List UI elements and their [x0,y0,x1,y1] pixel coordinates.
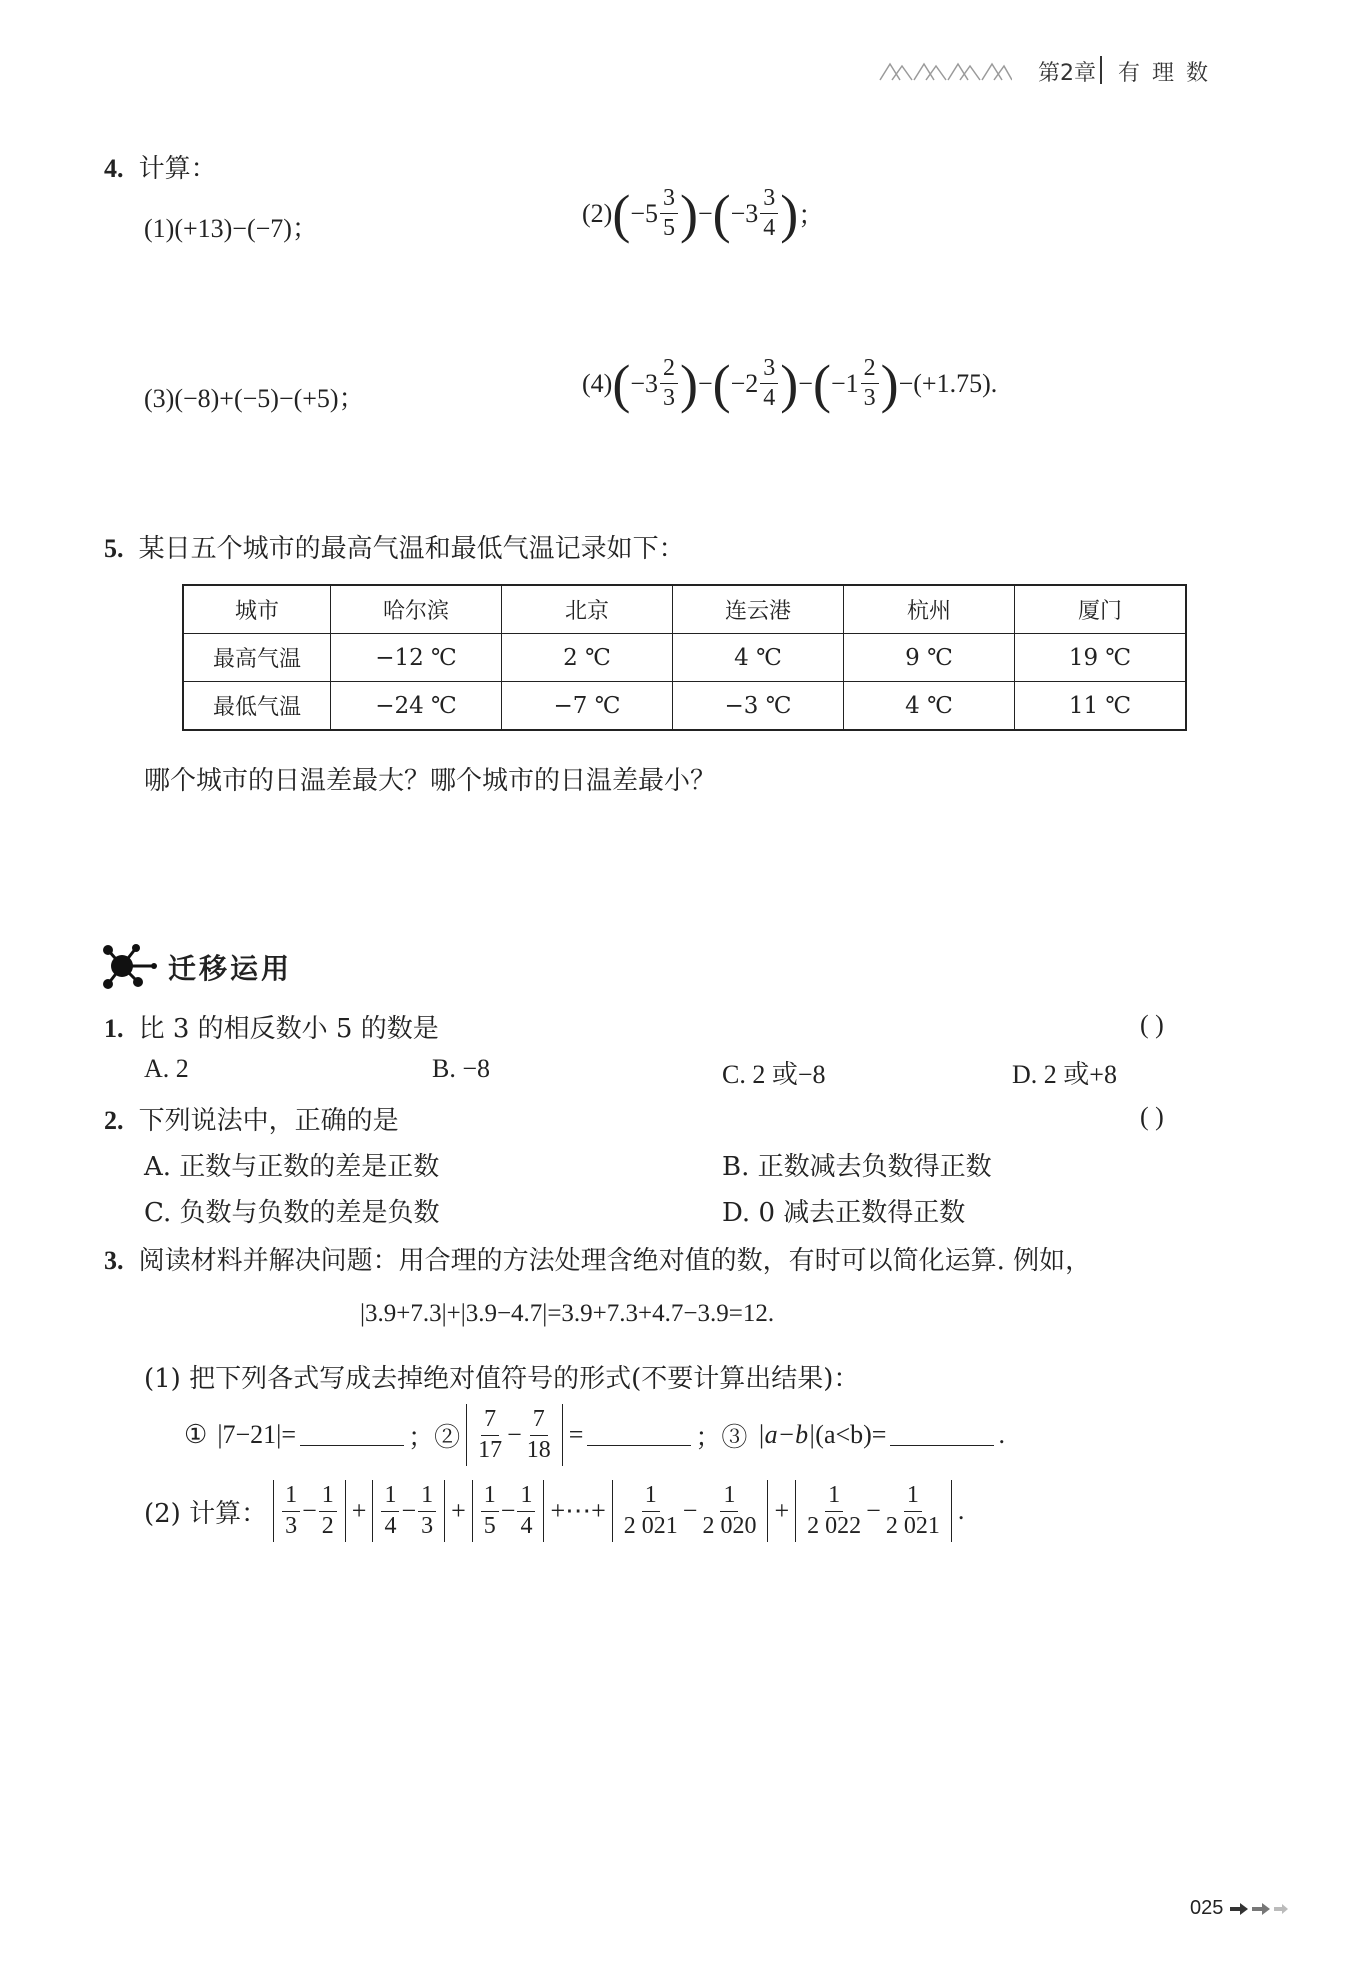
answer-blank[interactable] [890,1425,994,1446]
fraction [699,1483,759,1538]
numerator: 7 [530,1407,548,1435]
table-cell: 4 ℃ [844,682,1015,731]
numerator: 2 [861,356,879,384]
denominator: 4 [384,1512,397,1539]
paren-close: ) [880,353,899,414]
numerator: 3 [760,186,778,214]
operator: − [697,368,713,398]
table-cell: 4 ℃ [673,634,844,682]
numerator: 1 [825,1483,843,1511]
paren-close: ) [780,353,799,414]
option-a: A. 正数与正数的差是正数 [144,1152,440,1182]
question-number: 1. [104,1014,124,1043]
paren-close: ) [679,353,698,414]
denominator: 3 [285,1512,298,1539]
option-b: B. −8 [432,1054,491,1083]
operator: − [697,198,713,228]
abs-bar [795,1480,796,1542]
mixed-whole: −2 [730,368,759,398]
q4-part-3: (3)(−8)+(−5)−(+5)； [144,384,365,413]
paren-open: ( [712,353,731,414]
punctuation: ； [798,201,825,231]
abs-bar [951,1480,952,1542]
fraction [760,356,778,411]
question-stem: 下列说法中，正确的是 [138,1106,399,1136]
fraction [804,1483,864,1538]
paren-close: ) [679,183,698,244]
condition: (a<b)= [815,1420,887,1449]
header-divider [1100,56,1102,84]
separator: ；③ [695,1422,748,1452]
table-cell: −12 ℃ [331,634,502,682]
denominator: 5 [662,215,675,242]
table-cell: 11 ℃ [1015,682,1187,731]
table-header-cell: 城市 [183,585,331,634]
separator: ；② [408,1422,461,1452]
question-number: 4. [104,154,124,183]
operator: − [682,1496,698,1525]
fraction [883,1483,943,1538]
numerator: 3 [660,186,678,214]
fraction [660,356,678,411]
numerator: 1 [904,1483,922,1511]
denominator: 2 020 [702,1512,757,1539]
denominator: 3 [421,1512,434,1539]
fraction [481,1483,499,1538]
fraction [319,1483,337,1538]
header-mountain-decoration [878,58,1012,82]
numerator: 1 [517,1483,535,1511]
operator: − [500,1496,516,1525]
denominator: 3 [662,385,675,412]
q4-part-2 [582,183,825,244]
abs-bar [444,1480,445,1542]
table-cell: 最高气温 [183,634,331,682]
table-header-cell: 连云港 [673,585,844,634]
fraction [621,1483,681,1538]
punctuation: . [957,1496,965,1525]
numerator: 2 [660,356,678,384]
abs-bar [345,1480,346,1542]
operator: − [401,1496,417,1525]
page-number: 025 [1190,1897,1224,1919]
worked-example: |3.9+7.3|+|3.9−4.7|=3.9+7.3+4.7−3.9=12. [360,1300,775,1327]
mc-question-2 [104,1100,399,1137]
question-intro: 某日五个城市的最高气温和最低气温记录如下： [138,534,685,564]
question-4-heading [104,148,217,185]
equals: = [568,1420,584,1449]
denominator: 4 [520,1512,533,1539]
q4-part-4 [582,353,998,414]
option-d: D. 2 或+8 [1012,1060,1117,1089]
denominator: 4 [763,385,776,412]
question-stem: 比 3 的相反数小 5 的数是 [138,1014,439,1044]
fraction [524,1407,554,1462]
table-header-cell: 北京 [502,585,673,634]
operator: + [774,1496,790,1525]
table-header-row [183,585,1186,634]
numerator: 1 [720,1483,738,1511]
q5-question: 哪个城市的日温差最大？哪个城市的日温差最小？ [144,766,717,796]
molecule-icon [100,940,162,990]
temperature-table [182,584,1187,731]
answer-paren: ( ) [1140,1010,1164,1039]
abs-bar [472,1480,473,1542]
numerator: 1 [642,1483,660,1511]
option-c: C. 负数与负数的差是负数 [144,1198,440,1228]
numerator: 1 [481,1483,499,1511]
answer-blank[interactable] [300,1425,404,1446]
question-number: 3. [104,1246,124,1275]
option-a: A. 2 [144,1054,189,1083]
answer-blank[interactable] [587,1425,691,1446]
fraction [381,1483,399,1538]
q3-part-1: (1) 把下列各式写成去掉绝对值符号的形式(不要计算出结果)： [144,1364,860,1394]
table-cell: 2 ℃ [502,634,673,682]
abs-bar [466,1404,467,1466]
operator: + [451,1496,466,1525]
q4-part-1: (1)(+13)−(−7)； [144,214,318,243]
abs-expression: |a−b| [757,1420,816,1449]
q3-part-2 [144,1480,964,1542]
table-row [183,682,1186,731]
operator: − [798,368,813,398]
answer-paren: ( ) [1140,1102,1164,1131]
denominator: 5 [483,1512,496,1539]
numerator: 1 [418,1483,436,1511]
punctuation: . [998,1420,1005,1449]
denominator: 2 021 [623,1512,678,1539]
part-label: (2) [582,198,613,228]
table-cell: 19 ℃ [1015,634,1187,682]
question-stem: 阅读材料并解决问题：用合理的方法处理含绝对值的数，有时可以简化运算. 例如， [138,1246,1092,1276]
q3-part-1-expressions [184,1404,1005,1466]
table-cell: 9 ℃ [844,634,1015,682]
paren-open: ( [812,353,831,414]
abs-bar [562,1404,563,1466]
table-cell: 最低气温 [183,682,331,731]
mc-question-1 [104,1008,439,1045]
abs-bar [543,1480,544,1542]
fraction [418,1483,436,1538]
circled-number: ① [184,1420,208,1449]
question-3 [104,1240,1091,1277]
question-number: 5. [104,534,124,563]
paren-close: ) [780,183,799,244]
option-b: B. 正数减去负数得正数 [722,1152,992,1182]
fraction [282,1483,300,1538]
table-header-cell: 哈尔滨 [331,585,502,634]
question-title: 计算： [138,154,217,184]
fraction [660,186,678,241]
operator: − [302,1496,317,1525]
denominator: 2 022 [807,1512,862,1539]
fraction [475,1407,505,1462]
part-label: (2) 计算： [144,1498,268,1529]
paren-open: ( [612,183,631,244]
abs-bar [767,1480,768,1542]
expression-tail: −(+1.75). [898,368,998,398]
mixed-whole: −3 [630,368,658,398]
operator: − [866,1496,881,1525]
chapter-label: 第2章 [1038,61,1096,86]
numerator: 1 [319,1483,337,1511]
numerator: 1 [282,1483,300,1511]
table-row [183,634,1186,682]
arrow-right-icon [1230,1902,1292,1916]
denominator: 17 [478,1436,503,1463]
abs-bar [273,1480,274,1542]
operator: + [351,1496,367,1525]
part-label: (4) [582,368,613,398]
ellipsis-operator: +⋯+ [550,1496,606,1525]
abs-expression: |7−21|= [217,1420,297,1449]
table-header-cell: 厦门 [1015,585,1187,634]
fraction [861,356,879,411]
denominator: 18 [526,1436,551,1463]
paren-open: ( [612,353,631,414]
denominator: 4 [763,215,776,242]
denominator: 3 [863,385,876,412]
mixed-whole: −5 [630,198,658,228]
option-d: D. 0 减去正数得正数 [722,1198,966,1228]
numerator: 1 [381,1483,399,1511]
table-cell: −3 ℃ [673,682,844,731]
numerator: 7 [481,1407,499,1435]
paren-open: ( [712,183,731,244]
question-5-heading [104,528,685,565]
mixed-whole: −3 [730,198,759,228]
chapter-name: 有理数 [1118,61,1221,86]
table-cell: −7 ℃ [502,682,673,731]
numerator: 3 [760,356,778,384]
section-title: 迁移运用 [168,952,293,985]
fraction [517,1483,535,1538]
denominator: 2 [321,1512,334,1539]
option-c: C. 2 或−8 [722,1060,826,1089]
fraction [760,186,778,241]
table-header-cell: 杭州 [844,585,1015,634]
mixed-whole: −1 [830,368,859,398]
table-cell: −24 ℃ [331,682,502,731]
abs-bar [612,1480,613,1542]
denominator: 2 021 [885,1512,940,1539]
question-number: 2. [104,1106,124,1135]
operator: − [507,1420,522,1449]
abs-bar [372,1480,373,1542]
